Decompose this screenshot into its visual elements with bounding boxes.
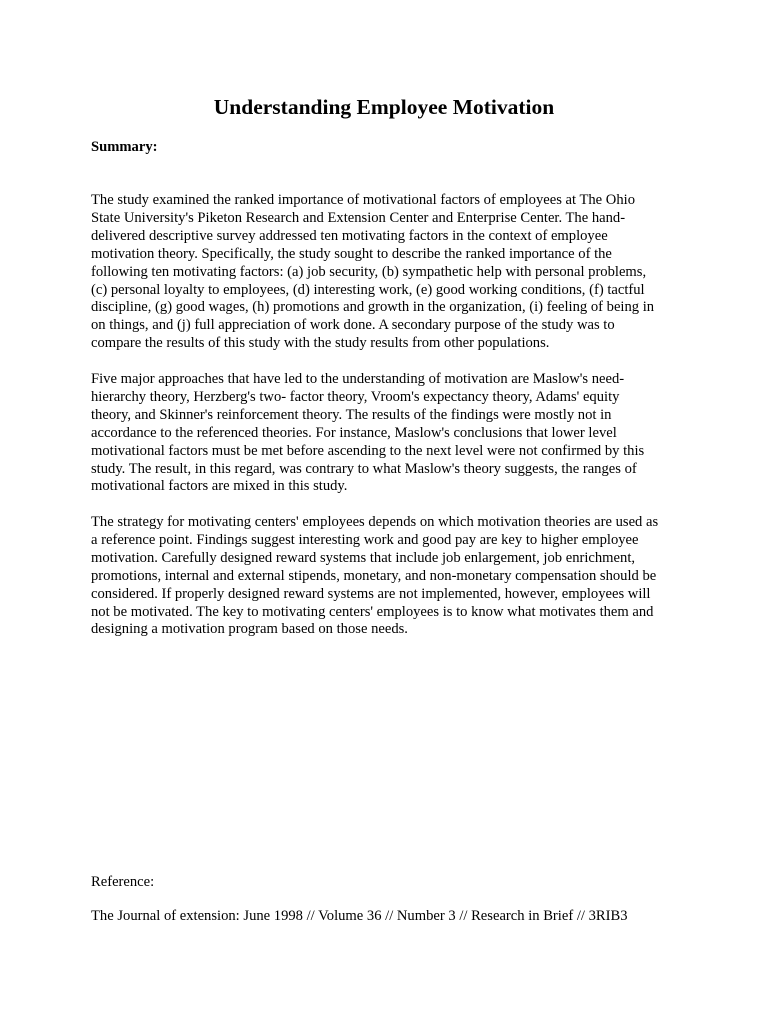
paragraph-line: The strategy for motivating centers' employees depends on which motivation theories are used as	[91, 514, 659, 530]
paragraph-line: study. The result, in this regard, was contrary to what Maslow's theory suggests, the ranges of	[91, 460, 637, 477]
summary-label: Summary:	[91, 139, 158, 155]
paragraph-theories	[91, 371, 691, 496]
paragraph-line: The study examined the ranked importance of motivational factors of employees at The Ohio	[91, 192, 635, 208]
paragraph-line: accordance to the referenced theories. For instance, Maslow's conclusions that lower level	[91, 424, 617, 441]
paragraph-line: motivational factors must be met before ascending to the next level were not confirmed by this	[91, 442, 645, 459]
paragraph-line: a reference point. Findings suggest interesting work and good pay are key to higher employee	[91, 531, 639, 548]
paragraph-line: promotions, internal and external stipends, monetary, and non-monetary compensation should be	[91, 567, 657, 584]
paragraph-line: Five major approaches that have led to the understanding of motivation are Maslow's need-	[91, 371, 625, 387]
reference-label: Reference:	[91, 874, 155, 890]
paragraph-line: motivation theory. Specifically, the study sought to describe the ranked importance of the	[91, 245, 612, 262]
paragraph-line: theory, and Skinner's reinforcement theory. The results of the findings were mostly not in	[91, 406, 612, 423]
paragraph-line: delivered descriptive survey addressed ten motivating factors in the context of employee	[91, 227, 608, 244]
paragraph-line: discipline, (g) good wages, (h) promotions and growth in the organization, (i) feeling of being in	[91, 299, 655, 316]
paragraph-line: on things, and (j) full appreciation of work done. A secondary purpose of the study was to	[91, 317, 615, 334]
paragraph-line: not be motivated. The key to motivating centers' employees is to know what motivates them and	[91, 603, 654, 620]
paragraph-line: considered. If properly designed reward systems are not implemented, however, employees will	[91, 585, 651, 602]
paragraph-strategy	[91, 514, 691, 639]
paragraph-study-summary	[91, 192, 691, 353]
reference-citation: The Journal of extension: June 1998 // Volume 36 // Number 3 // Research in Brief // 3RIB3	[91, 908, 628, 924]
paragraph-line: compare the results of this study with the study results from other populations.	[91, 335, 550, 352]
paragraph-line: motivational factors are mixed in this study.	[91, 478, 348, 495]
paragraph-line: (c) personal loyalty to employees, (d) interesting work, (e) good working conditions, (f) tactful	[91, 281, 645, 298]
paragraph-line: motivation. Carefully designed reward systems that include job enlargement, job enrichment,	[91, 549, 636, 566]
paragraph-line: designing a motivation program based on those needs.	[91, 621, 408, 638]
paragraph-line: following ten motivating factors: (a) job security, (b) sympathetic help with personal problems,	[91, 263, 647, 280]
paragraph-line: hierarchy theory, Herzberg's two- factor theory, Vroom's expectancy theory, Adams' equity	[91, 388, 620, 405]
document-title: Understanding Employee Motivation	[213, 95, 555, 119]
paragraph-line: State University's Piketon Research and Extension Center and Enterprise Center. The hand-	[91, 209, 626, 226]
